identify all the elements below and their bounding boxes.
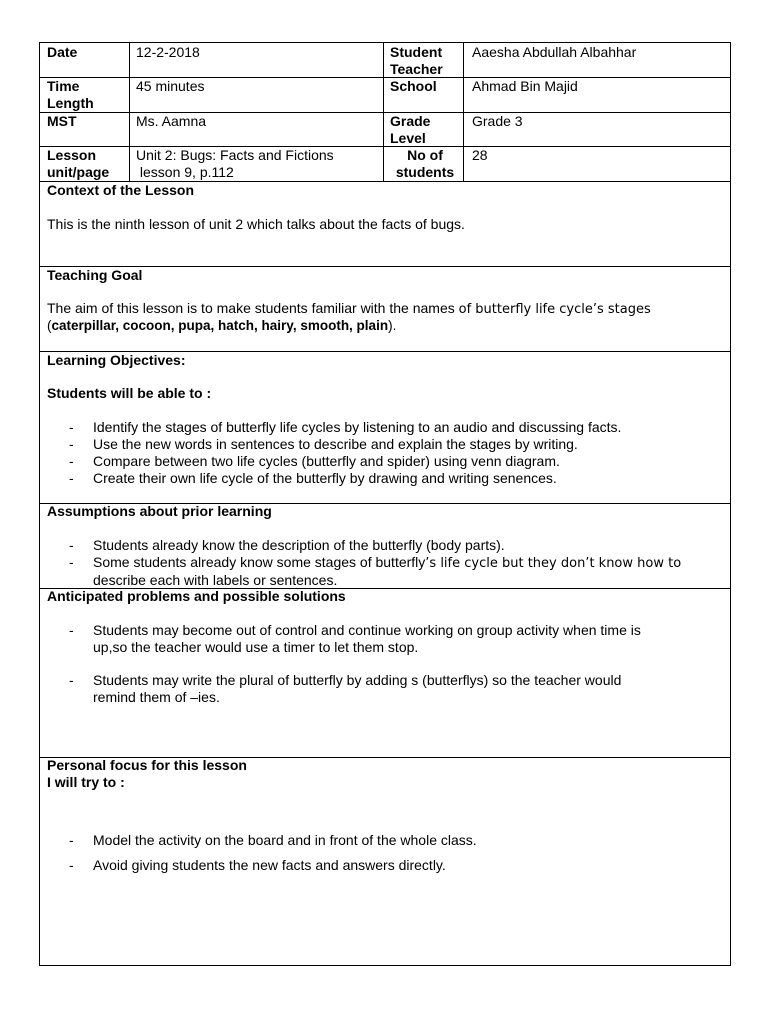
goal-body: [47, 300, 727, 318]
row-lesson: [40, 146, 730, 182]
goal-body-stages: of butterfly life cycle’s stages: [458, 302, 651, 317]
lesson-plan-form: [39, 42, 731, 966]
student-teacher-value: Aaesha Abdullah Albahhar: [472, 44, 637, 60]
goal-vocab: [47, 317, 396, 334]
student-teacher-label: Student Teacher: [390, 44, 443, 77]
lesson-unit: Unit 2: Bugs: Facts and Fictions: [136, 147, 334, 163]
students-value: 28: [472, 147, 488, 163]
time-value: 45 minutes: [136, 78, 205, 94]
date-label: Date: [47, 44, 78, 60]
list-item: - Model the activity on the board and in front of the whole class.: [69, 832, 477, 848]
list-item: - Use the new words in sentences to describe and explain the stages by writing.: [69, 436, 578, 452]
list-item: - Some students already know some stages of butterfly’s life cycle but they don’t know how to describe each with labels or sentences.: [69, 554, 682, 588]
goal-open-paren: (: [47, 318, 52, 333]
list-item: - Students may write the plural of butterfly by adding s (butterflys) so the teacher would remind them of –ies.: [69, 672, 622, 705]
goal-heading: Teaching Goal: [47, 267, 143, 283]
row-mst: [40, 112, 730, 147]
goal-section: [40, 266, 730, 352]
context-body: This is the ninth lesson of unit 2 which talks about the facts of bugs.: [47, 216, 465, 232]
context-section: [40, 181, 730, 267]
time-label: Time Length: [47, 78, 94, 111]
lesson-value: [136, 147, 334, 181]
row-time: [40, 77, 730, 113]
assumptions-section: [40, 503, 730, 589]
goal-body-text: The aim of this lesson is to make students familiar with the names: [47, 300, 459, 316]
students-label: No of students: [395, 147, 455, 180]
grade-label: Grade Level: [390, 113, 431, 146]
row-date: [40, 43, 730, 78]
mst-label: MST: [47, 113, 77, 129]
list-item: - Avoid giving students the new facts and answers directly.: [69, 857, 446, 873]
lesson-page: lesson 9, p.112: [136, 164, 234, 180]
focus-heading: Personal focus for this lesson: [47, 757, 247, 773]
context-heading: Context of the Lesson: [47, 182, 195, 198]
objectives-subheading: Students will be able to :: [47, 385, 212, 401]
list-item: - Compare between two life cycles (butterfly and spider) using venn diagram.: [69, 453, 560, 469]
school-value: Ahmad Bin Majid: [472, 78, 578, 94]
assumptions-heading: Assumptions about prior learning: [47, 503, 272, 519]
objectives-heading: Learning Objectives:: [47, 352, 186, 368]
list-item: - Identify the stages of butterfly life cycles by listening to an audio and discussing facts.: [69, 419, 622, 435]
list-item: - Students may become out of control and continue working on group activity when time is up,so the teacher would use a timer to let them stop.: [69, 622, 641, 655]
list-item: - Students already know the description of the butterfly (body parts).: [69, 537, 505, 553]
mst-value: Ms. Aamna: [136, 113, 207, 129]
problems-heading: Anticipated problems and possible solutions: [47, 588, 346, 604]
goal-close-paren: ).: [388, 318, 397, 333]
school-label: School: [390, 78, 437, 94]
list-item: - Create their own life cycle of the butterfly by drawing and writing senences.: [69, 470, 557, 486]
date-value: 12-2-2018: [136, 44, 200, 60]
objectives-section: [40, 351, 730, 504]
goal-vocab-words: caterpillar, cocoon, pupa, hatch, hairy, smooth, plain: [51, 318, 389, 333]
focus-subheading: I will try to :: [47, 774, 125, 790]
focus-section: [40, 757, 730, 965]
grade-value: Grade 3: [472, 113, 523, 129]
problems-section: [40, 588, 730, 758]
lesson-label: Lesson unit/page: [47, 147, 110, 180]
